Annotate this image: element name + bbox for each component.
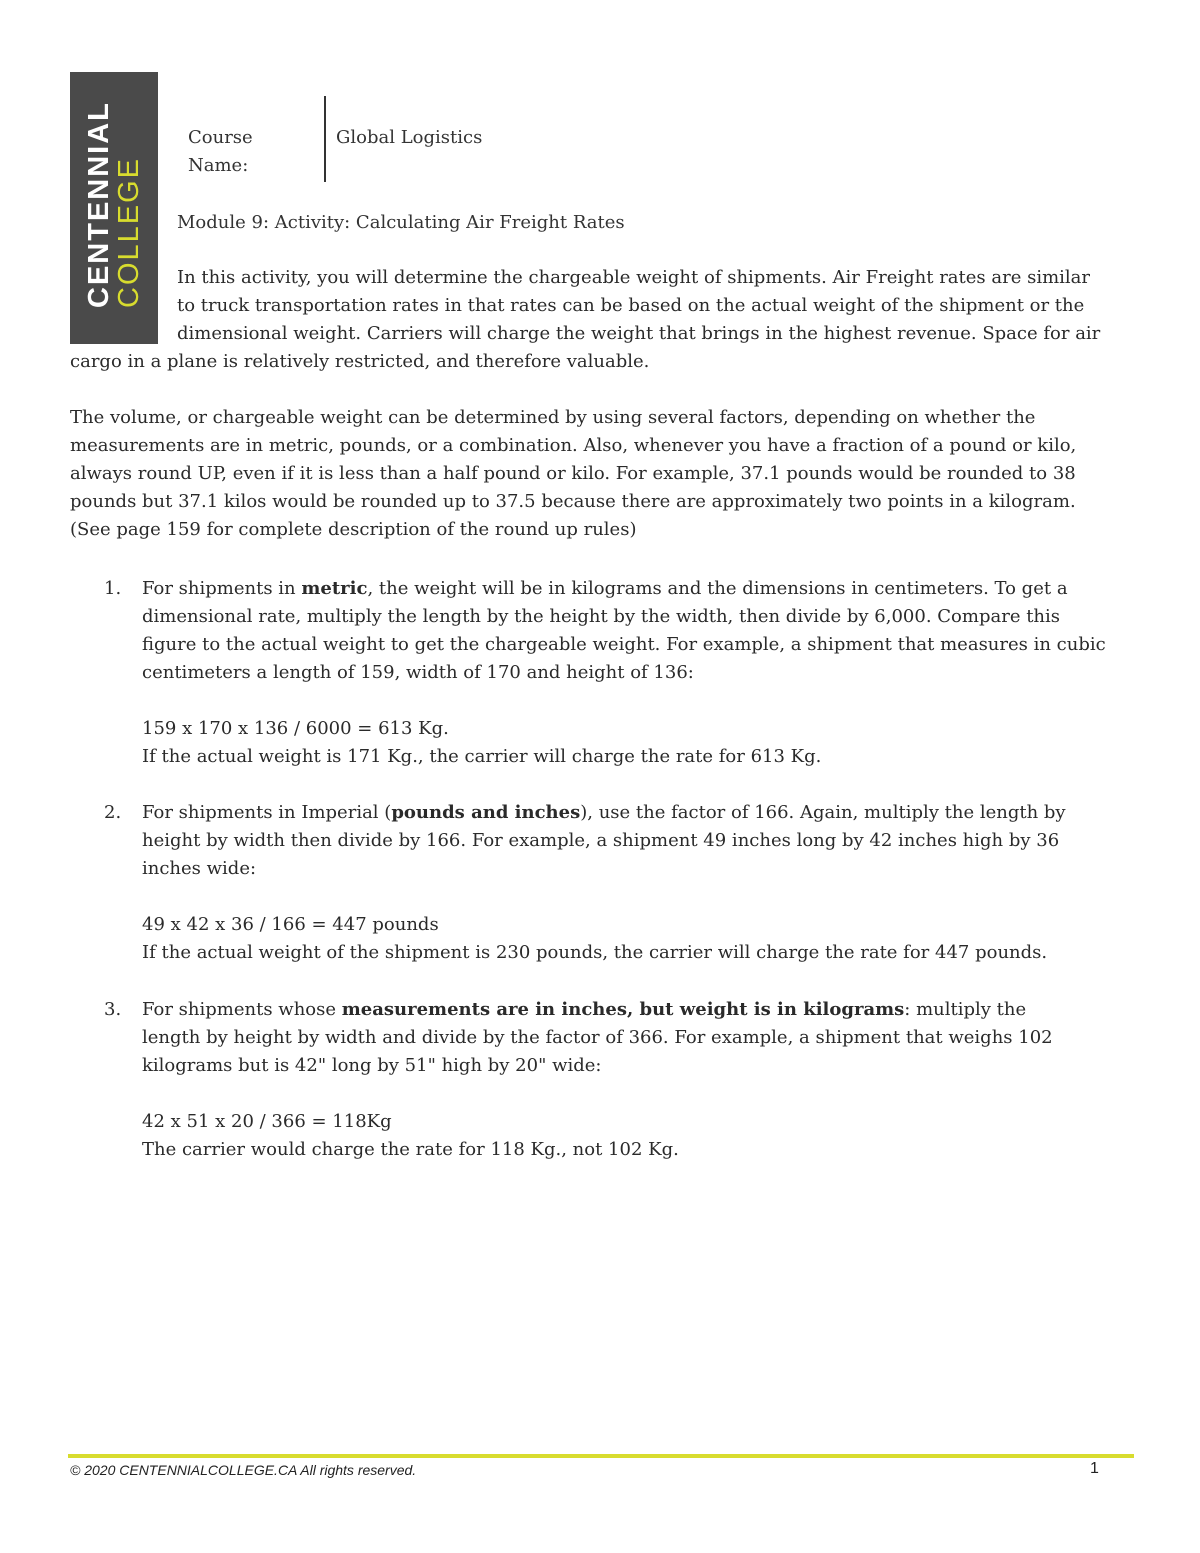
list-item xyxy=(70,996,1150,1166)
intro-line: dimensional weight. Carriers will charge the weight that brings in the highest revenue. Space for air xyxy=(177,323,1101,344)
intro-line: In this activity, you will determine the chargeable weight of shipments. Air Freight rates are similar xyxy=(177,267,1090,288)
list-number: 3. xyxy=(104,999,122,1020)
paragraph-line: always round UP, even if it is less than a half pound or kilo. For example, 37.1 pounds would be rounded to 38 xyxy=(70,463,1076,484)
list-item xyxy=(70,575,1150,775)
list-line: dimensional rate, multiply the length by the height by the width, then divide by 6,000. Compare this xyxy=(142,606,1061,627)
list-line: For shipments in Imperial (pounds and inches), use the factor of 166. Again, multiply the length by xyxy=(142,802,1066,823)
logo-line-centennial: CENTENNIAL xyxy=(83,101,115,308)
page-number: 1 xyxy=(1090,1460,1099,1477)
calculation: 159 x 170 x 136 / 6000 = 613 Kg. xyxy=(142,718,449,739)
list-line: figure to the actual weight to get the chargeable weight. For example, a shipment that measures in cubic xyxy=(142,634,1106,655)
list-line: For shipments in metric, the weight will be in kilograms and the dimensions in centimeters. To get a xyxy=(142,578,1068,599)
list-number: 2. xyxy=(104,802,122,823)
list-line: inches wide: xyxy=(142,858,257,879)
calculation: 42 x 51 x 20 / 366 = 118Kg xyxy=(142,1111,392,1132)
intro-paragraph-continued: cargo in a plane is relatively restricted, and therefore valuable. xyxy=(70,351,650,372)
paragraph-line: measurements are in metric, pounds, or a combination. Also, whenever you have a fraction of a pound or kilo, xyxy=(70,435,1077,456)
result-line: If the actual weight of the shipment is 230 pounds, the carrier will charge the rate for 447 pounds. xyxy=(142,942,1048,963)
result-line: The carrier would charge the rate for 118 Kg., not 102 Kg. xyxy=(142,1139,679,1160)
list-body xyxy=(142,799,1142,967)
list-body xyxy=(142,575,1142,771)
list-body xyxy=(142,996,1142,1164)
logo-text xyxy=(70,72,158,344)
course-label-line2: Name: xyxy=(188,155,249,176)
list-line: For shipments whose measurements are in inches, but weight is in kilograms: multiply the xyxy=(142,999,1027,1020)
paragraph-line: The volume, or chargeable weight can be determined by using several factors, depending on whether the xyxy=(70,407,1036,428)
logo-line-college: COLLEGE xyxy=(113,157,145,308)
course-divider xyxy=(324,96,326,182)
list-line: centimeters a length of 159, width of 170 and height of 136: xyxy=(142,662,694,683)
module-title: Module 9: Activity: Calculating Air Freight Rates xyxy=(177,212,625,233)
intro-line: to truck transportation rates in that rates can be based on the actual weight of the shipment or the xyxy=(177,295,1085,316)
list-line: height by width then divide by 166. For example, a shipment 49 inches long by 42 inches high by 36 xyxy=(142,830,1060,851)
footer-copyright: © 2020 CENTENNIALCOLLEGE.CA All rights reserved. xyxy=(70,1462,417,1478)
calculation: 49 x 42 x 36 / 166 = 447 pounds xyxy=(142,914,439,935)
list-number: 1. xyxy=(104,578,122,599)
intro-paragraph xyxy=(177,264,1137,348)
list-line: length by height by width and divide by the factor of 366. For example, a shipment that weighs 102 xyxy=(142,1027,1053,1048)
college-logo xyxy=(70,72,158,344)
result-line: If the actual weight is 171 Kg., the carrier will charge the rate for 613 Kg. xyxy=(142,746,822,767)
emphasis-pounds-inches: pounds and inches xyxy=(391,802,581,823)
list-line: kilograms but is 42" long by 51" high by 20" wide: xyxy=(142,1055,602,1076)
rounding-paragraph xyxy=(70,404,1150,544)
footer-rule xyxy=(68,1454,1134,1458)
course-label-line1: Course xyxy=(188,127,253,148)
paragraph-line: pounds but 37.1 kilos would be rounded up to 37.5 because there are approximately two points in a kilogram. xyxy=(70,491,1076,512)
emphasis-metric: metric xyxy=(301,578,368,599)
course-name-value: Global Logistics xyxy=(336,127,483,148)
course-name-label xyxy=(188,124,253,180)
list-item xyxy=(70,799,1150,969)
emphasis-inches-kilograms: measurements are in inches, but weight is in kilograms xyxy=(341,999,905,1020)
paragraph-line: (See page 159 for complete description of the round up rules) xyxy=(70,519,637,540)
